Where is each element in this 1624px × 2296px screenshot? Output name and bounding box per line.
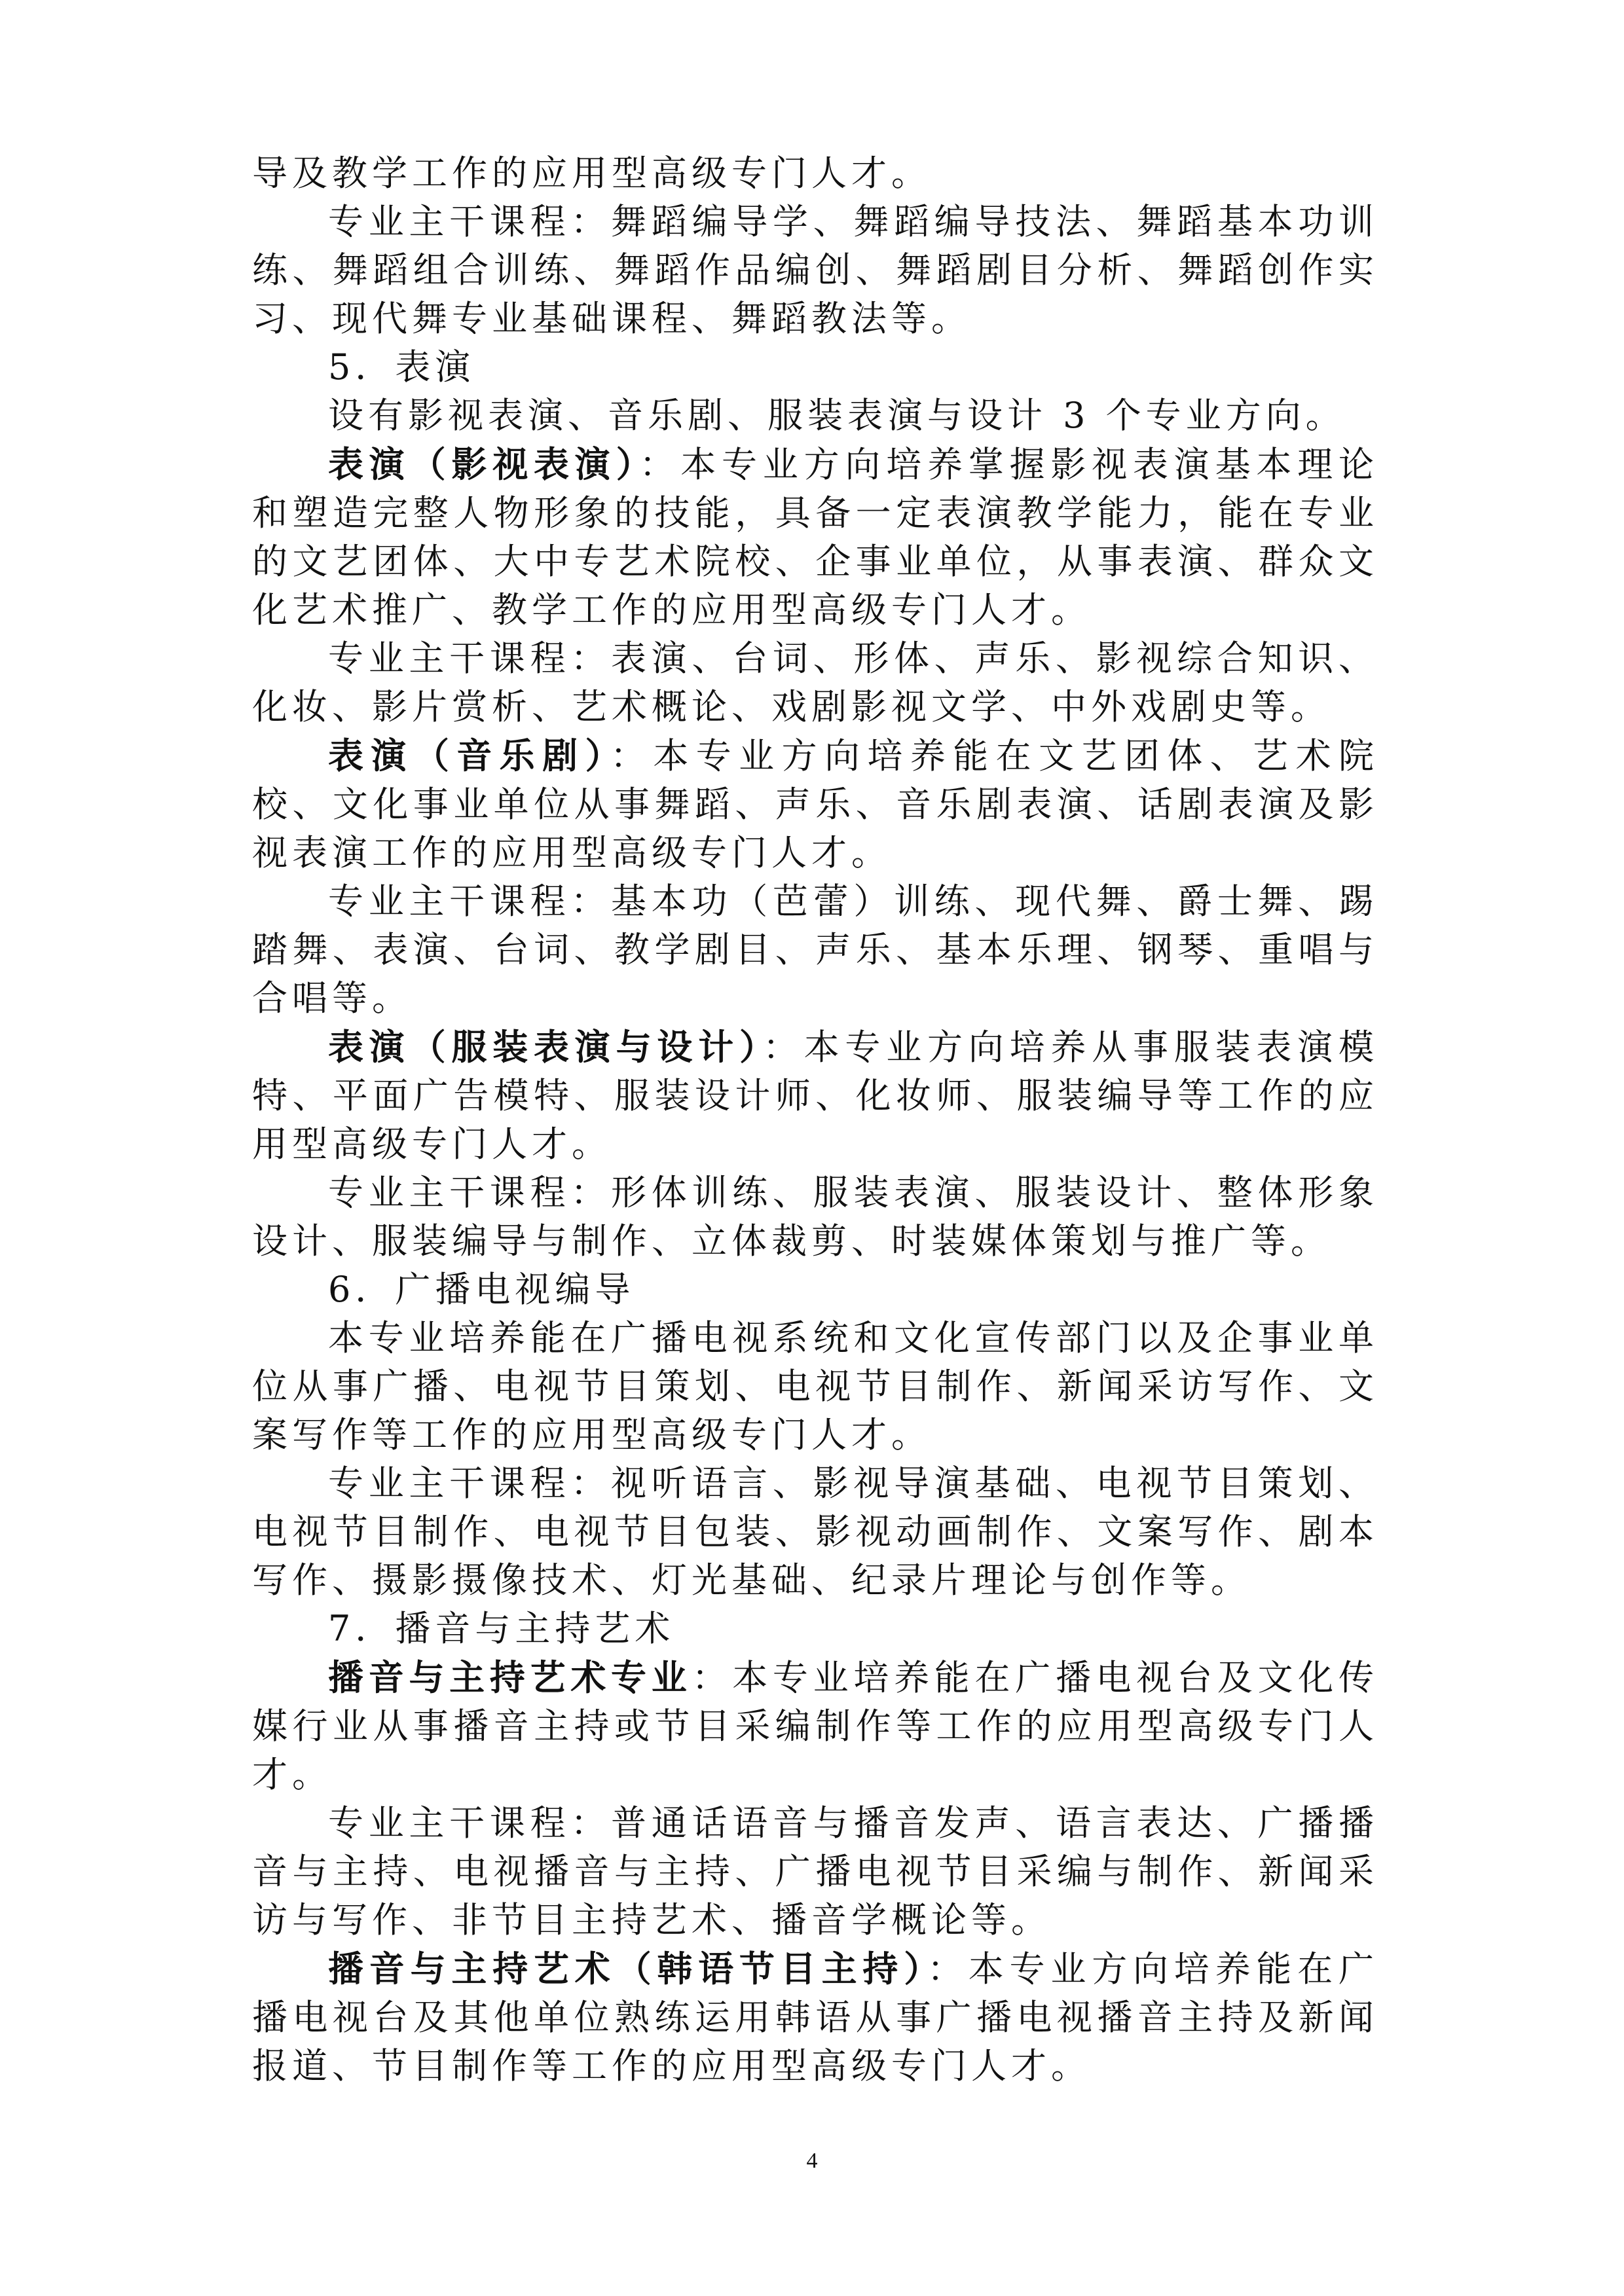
paragraph-text: ：本专业培养能在广播电视台及文化传媒行业从事播音主持或节目采编制作等工作的应用型高级专门人才。 xyxy=(252,1657,1379,1795)
paragraph-text: ：本专业方向培养能在文艺团体、艺术院校、文化事业单位从事舞蹈、声乐、音乐剧表演、话剧表演及影视表演工作的应用型高级专门人才。 xyxy=(252,735,1379,873)
paragraph-musical xyxy=(252,731,1378,877)
heading-text: 5．表演 xyxy=(328,346,475,388)
document-body xyxy=(252,149,1378,2090)
paragraph-lead: 播音与主持艺术（韩语节目主持） xyxy=(328,1948,927,1990)
paragraph-courses-film-performance xyxy=(252,634,1378,731)
paragraph-lead: 表演（服装表演与设计） xyxy=(328,1026,763,1068)
paragraph-text: 专业主干课程：视听语言、影视导演基础、电视节目策划、电视节目制作、电视节目包装、影视动画制作、文案写作、剧本写作、摄影摄像技术、灯光基础、纪录片理论与创作等。 xyxy=(252,1463,1378,1601)
paragraph-broadcasting-hosting xyxy=(252,1653,1378,1799)
paragraph-film-performance xyxy=(252,440,1378,634)
paragraph-lead: 播音与主持艺术专业 xyxy=(328,1656,692,1698)
paragraph-fashion-performance xyxy=(252,1023,1378,1169)
paragraph-text: 专业主干课程：形体训练、服装表演、服装设计、整体形象设计、服装编导与制作、立体裁剪、时装媒体策划与推广等。 xyxy=(252,1172,1378,1262)
page-number: 4 xyxy=(806,2149,818,2173)
paragraph-lead: 表演（影视表演） xyxy=(328,443,640,485)
paragraph-text: 本专业培养能在广播电视系统和文化宣传部门以及企事业单位从事广播、电视节目策划、电视节目制作、新闻采访写作、文案写作等工作的应用型高级专门人才。 xyxy=(252,1317,1378,1455)
section-heading-performance xyxy=(252,343,1378,392)
paragraph-korean-hosting xyxy=(252,1944,1378,2090)
heading-text: 6．广播电视编导 xyxy=(328,1269,635,1310)
paragraph-courses-dance-choreography xyxy=(252,198,1378,343)
paragraph-text: 专业主干课程：表演、台词、形体、声乐、影视综合知识、化妆、影片赏析、艺术概论、戏剧影视文学、中外戏剧史等。 xyxy=(252,638,1378,727)
paragraph-text: ：本专业方向培养掌握影视表演基本理论和塑造完整人物形象的技能，具备一定表演教学能力，能在专业的文艺团体、大中专艺术院校、企事业单位，从事表演、群众文化艺术推广、教学工作的应用型高级专门人才。 xyxy=(252,444,1379,630)
paragraph-text: 导及教学工作的应用型高级专门人才。 xyxy=(252,153,931,194)
paragraph-text: 专业主干课程：普通话语音与播音发声、语言表达、广播播音与主持、电视播音与主持、广播电视节目采编与制作、新闻采访与写作、非节目主持艺术、播音学概论等。 xyxy=(252,1802,1378,1941)
paragraph-lead: 表演（音乐剧） xyxy=(328,735,610,776)
paragraph-courses-broadcast-directing xyxy=(252,1459,1378,1605)
paragraph-courses-broadcasting-hosting xyxy=(252,1799,1378,1944)
paragraph-courses-musical xyxy=(252,877,1378,1023)
heading-text: 7．播音与主持艺术 xyxy=(328,1608,675,1649)
paragraph-courses-fashion xyxy=(252,1169,1378,1266)
paragraph-text: 设有影视表演、音乐剧、服装表演与设计 3 个专业方向。 xyxy=(328,395,1346,436)
section-heading-broadcasting-hosting xyxy=(252,1605,1378,1653)
paragraph-continuation xyxy=(252,149,1378,198)
paragraph-text: ：本专业方向培养能在广播电视台及其他单位熟练运用韩语从事广播电视播音主持及新闻报道、节目制作等工作的应用型高级专门人才。 xyxy=(252,1948,1378,2086)
section-heading-broadcast-directing xyxy=(252,1266,1378,1314)
paragraph-broadcast-directing xyxy=(252,1314,1378,1459)
paragraph-text: 专业主干课程：舞蹈编导学、舞蹈编导技法、舞蹈基本功训练、舞蹈组合训练、舞蹈作品编创、舞蹈剧目分析、舞蹈创作实习、现代舞专业基础课程、舞蹈教法等。 xyxy=(252,201,1378,339)
paragraph-performance-directions xyxy=(252,392,1378,440)
paragraph-text: 专业主干课程：基本功（芭蕾）训练、现代舞、爵士舞、踢踏舞、表演、台词、教学剧目、声乐、基本乐理、钢琴、重唱与合唱等。 xyxy=(252,881,1378,1019)
paragraph-text: ：本专业方向培养从事服装表演模特、平面广告模特、服装设计师、化妆师、服装编导等工作的应用型高级专门人才。 xyxy=(252,1027,1379,1165)
